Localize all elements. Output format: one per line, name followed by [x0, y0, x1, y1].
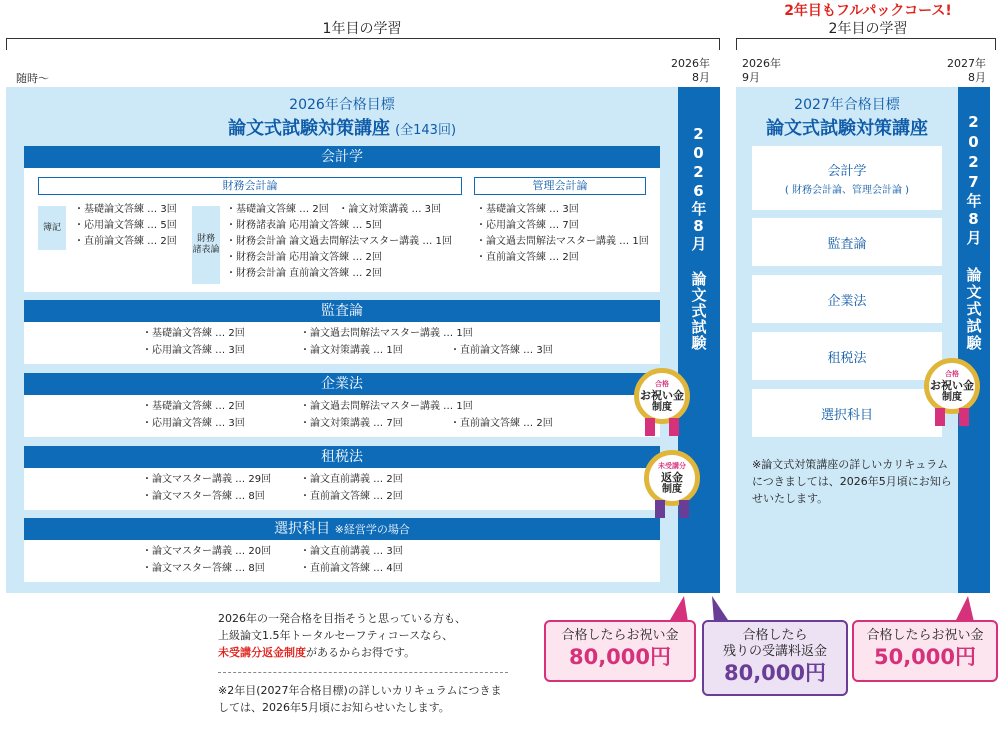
pointer-purple: [712, 596, 728, 622]
list-item: ・直前論文答練 … 2回: [74, 236, 177, 247]
list-item: ・基礎論文答練 … 3回: [476, 204, 579, 215]
list-item: ・論文過去問解法マスター講義 … 1回: [300, 401, 473, 412]
list-item: ・応用論文答練 … 3回: [142, 418, 245, 429]
y2-subject-kigyo: 企業法: [752, 275, 942, 323]
year2-exam-bar: 2027年8月 論文式試験: [958, 87, 990, 593]
list-item: ・論文対策講義 … 1回: [300, 345, 403, 356]
year1-header: 1年目の学習: [322, 21, 402, 37]
year1-exam-bar: 2026年8月 論文式試験: [678, 87, 720, 593]
year1-target: 2026年合格目標: [289, 97, 395, 113]
list-item: ・応用論文答練 … 3回: [142, 345, 245, 356]
start-date: 随時〜: [16, 72, 49, 85]
list-item: ・財務会計論 直前論文答練 … 2回: [226, 268, 382, 279]
list-item: ・財務会計論 応用論文答練 … 2回: [226, 252, 382, 263]
refund-highlight: 未受講分返金制度: [218, 646, 306, 659]
year2-promo: 2年目もフルパックコース!: [784, 3, 952, 19]
kaikei-header: 会計学: [24, 146, 660, 168]
callout-refund: 合格したら 残りの受講料返金 80,000円: [702, 620, 848, 696]
bottom-footnote: ※2年目(2027年合格目標)の詳しいカリキュラムにつきましては、2026年5月頃にお知らせいたします。: [218, 684, 502, 714]
year1-count: (全143回): [395, 123, 457, 138]
list-item: ・直前論文答練 … 3回: [450, 345, 553, 356]
y1-end-month: 8月: [692, 71, 710, 84]
kansa-header: 監査論: [24, 300, 660, 322]
list-item: ・論文対策講義 … 7回: [300, 418, 403, 429]
y2-subject-sozei: 租税法: [752, 332, 942, 380]
y2-start-year: 2026年: [742, 57, 781, 70]
list-item: ・論文直前講義 … 3回: [300, 546, 403, 557]
list-item: ・直前論文答練 … 2回: [476, 252, 579, 263]
list-item: ・基礎論文答練 … 2回 ・論文対策講義 … 3回: [226, 204, 442, 215]
y2-end-month: 8月: [968, 71, 986, 84]
year2-note: ※論文式対策講座の詳しいカリキュラムにつきましては、2026年5月頃にお知らせいたします。: [752, 458, 952, 505]
list-item: ・直前論文答練 … 2回: [450, 418, 553, 429]
callout-celebration-2: 合格したらお祝い金 50,000円: [852, 620, 998, 682]
list-item: ・論文マスター講義 … 20回: [142, 546, 272, 557]
zaimu-subhead: 財務会計論: [38, 177, 462, 195]
y2-start-month: 9月: [742, 71, 760, 84]
list-item: ・論文マスター答練 … 8回: [142, 563, 265, 574]
sozei-header: 租税法: [24, 446, 660, 468]
kanri-subhead: 管理会計論: [474, 177, 646, 195]
list-item: ・論文マスター答練 … 8回: [142, 491, 265, 502]
shohyo-tag-line2: 諸表論: [192, 245, 220, 255]
pointer-pink-2: [956, 596, 974, 622]
y1-end-year: 2026年: [671, 57, 710, 70]
year2-target: 2027年合格目標: [794, 97, 900, 113]
list-item: ・直前論文答練 … 4回: [300, 563, 403, 574]
y2-subject-kansa: 監査論: [752, 218, 942, 266]
y2-subject-kaikei: 会計学 ( 財務会計論、管理会計論 ): [752, 146, 942, 210]
list-item: ・論文過去問解法マスター講義 … 1回: [476, 236, 649, 247]
medal-icon: 未受講分 返金 制度: [644, 450, 700, 506]
boki-tag: 簿記: [38, 206, 66, 250]
list-item: ・論文マスター講義 … 29回: [142, 474, 272, 485]
callout-celebration-1: 合格したらお祝い金 80,000円: [544, 620, 696, 682]
list-item: ・論文過去問解法マスター講義 … 1回: [300, 328, 473, 339]
medal-icon: 合格 お祝い金 制度: [634, 368, 690, 424]
year1-course: 論文式試験対策講座: [227, 118, 390, 139]
kigyo-header: 企業法: [24, 373, 660, 395]
list-item: ・財務諸表論 応用論文答練 … 5回: [226, 220, 382, 231]
list-item: ・応用論文答練 … 5回: [74, 220, 177, 231]
year2-header: 2年目の学習: [828, 21, 908, 37]
medal-icon: 合格 お祝い金 制度: [924, 358, 980, 414]
shohyo-tag-line1: 財務: [196, 234, 215, 244]
sentaku-note: ※経営学の場合: [334, 523, 410, 536]
pointer-pink-1: [670, 596, 688, 622]
list-item: ・基礎論文答練 … 2回: [142, 401, 245, 412]
y2-end-year: 2027年: [947, 57, 986, 70]
sentaku-title: 選択科目: [274, 521, 331, 537]
list-item: ・基礎論文答練 … 3回: [74, 204, 177, 215]
list-item: ・財務会計論 論文過去問解法マスター講義 … 1回: [226, 236, 452, 247]
list-item: ・基礎論文答練 … 2回: [142, 328, 245, 339]
list-item: ・直前論文答練 … 2回: [300, 491, 403, 502]
bottom-note: 2026年の一発合格を目指そうと思っている方も、 上級論文1.5年トータルセーフティコースなら、 未受講分返金制度があるからお得です。: [218, 612, 466, 659]
year2-course: 論文式試験対策講座: [766, 118, 928, 139]
list-item: ・論文直前講義 … 2回: [300, 474, 403, 485]
list-item: ・応用論文答練 … 7回: [476, 220, 579, 231]
y2-subject-sentaku: 選択科目: [752, 389, 942, 437]
